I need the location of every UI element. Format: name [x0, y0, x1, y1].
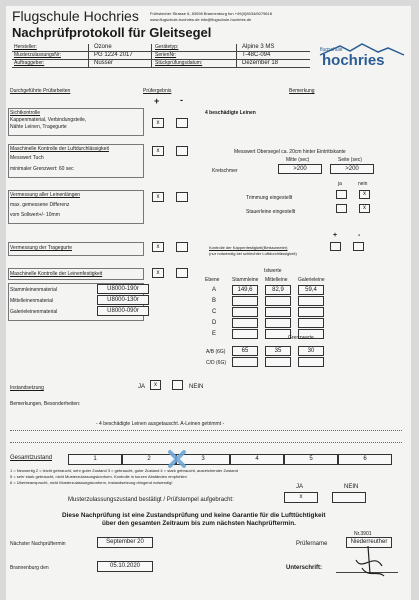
luft-plus-checkbox[interactable]: x [152, 146, 164, 156]
festigkeit-cell-d-stamm[interactable] [232, 318, 258, 328]
luft-mitte-value[interactable]: >200 [278, 164, 322, 174]
info-label-hersteller: Hersteller: [14, 44, 37, 50]
trage-note-2: (nur notwendig bei schlechter Luftdurchlässigkeit) [209, 251, 297, 256]
festigkeit-cell-c-stamm[interactable] [232, 307, 258, 317]
festigkeit-cell-b-stamm[interactable] [232, 296, 258, 306]
festigkeit-cell-a-mittel[interactable]: 82,9 [265, 285, 291, 295]
muster-label: Musterzulassungszustand bestätigt / Prüfstempel aufgebracht: [68, 497, 234, 503]
ebene-label: Ebene [205, 277, 220, 283]
info-value-hersteller: Ozone [94, 44, 112, 50]
luft-line-1: Messwert Tuch [10, 155, 44, 161]
festigkeit-cell-e-stamm[interactable] [232, 329, 258, 339]
contact-line-1: Frühstecher Strasse 6, 83098 Brannenburg fon +49(0)8034/6079618 [150, 11, 272, 16]
festigkeit-cell-c-mittel[interactable] [265, 307, 291, 317]
festigkeit-cell-b-mittel[interactable] [265, 296, 291, 306]
selection-cross-icon [167, 449, 187, 469]
festigkeit-plus-checkbox[interactable]: x [152, 268, 164, 278]
info-label-muster: MusterzulassungsNr: [14, 52, 61, 58]
date-value[interactable]: 05.10.2020 [97, 561, 153, 572]
trage-title: Vermessung der Tragegurte [10, 245, 72, 251]
festigkeit-cell-a-galerie[interactable]: 59,4 [298, 285, 324, 295]
leinen-line-2: vom Sollwert+/- 10mm [10, 212, 60, 218]
signature-label: Unterschrift: [286, 565, 323, 571]
gesamt-scale-4[interactable]: 4 [230, 454, 284, 465]
bemerkungen-text: - 4 beschädigte Leinen ausgetauscht. A-Leinen getrimmt - [96, 421, 225, 427]
muster-ja-checkbox[interactable]: x [284, 492, 318, 503]
ebene-row-label: D [212, 320, 217, 326]
leinen-ja-label: ja [338, 181, 342, 187]
instand-ja-checkbox[interactable]: x [150, 380, 161, 390]
festigkeit-cell-d-galerie[interactable] [298, 318, 324, 328]
trage-note-1: Kontrolle der Kappenfestigkeit(Betssometer) [209, 245, 288, 250]
luft-kretschmer-label: Kretschmer [212, 168, 238, 174]
trage-minus-checkbox[interactable] [176, 242, 188, 252]
grenz-cell-ab-stamm[interactable]: 65 [232, 346, 258, 356]
sicht-line-2: Nähte Leinen, Tragegurte [10, 124, 67, 130]
festigkeit-title: Maschinelle Kontrolle der Leinenfestigkeit [10, 271, 103, 277]
info-value-auftraggeber: Nusser [94, 60, 114, 66]
contact-line-2: www.flugschule-hochries.de info@flugschule-hochries.de [150, 17, 252, 22]
leinen-line-1: max. gemessene Differenz [10, 202, 70, 208]
muster-nein-label: NEIN [344, 484, 359, 490]
material-label-galerie: Galerieleinenmaterial [10, 309, 58, 315]
grenz-cell-cd-galerie[interactable] [298, 357, 324, 367]
leinen-nein-label: nein [358, 181, 368, 187]
sicht-line-1: Kappenmaterial, Verbindungsteile, [10, 117, 87, 123]
stauer-ja-checkbox[interactable] [336, 204, 347, 213]
stauer-nein-checkbox[interactable]: x [359, 204, 370, 213]
col-galerieleine: Galerieleine [298, 277, 325, 283]
gesamt-scale-6[interactable]: 6 [338, 454, 392, 465]
ebene-row-label: E [212, 331, 217, 337]
kappen-plus-checkbox[interactable] [330, 242, 341, 251]
sicht-minus-checkbox[interactable] [176, 118, 188, 128]
material-value-stamm[interactable]: U8000-190r [97, 284, 149, 294]
protocol-sheet [6, 6, 411, 600]
instand-label: Instandsetzung [10, 385, 44, 391]
ebene-row-label: B [212, 298, 217, 304]
col-header-ergebnis: Prüfergebnis [143, 88, 172, 94]
col-header-plus: + [154, 96, 160, 106]
trimmung-ja-checkbox[interactable] [336, 190, 347, 199]
pruefer-value[interactable]: Niederreuther [346, 537, 392, 548]
next-date-value[interactable]: September 20 [97, 537, 153, 548]
school-logo [316, 42, 408, 70]
nr-label: Nr.3901 [354, 531, 372, 537]
festigkeit-minus-checkbox[interactable] [176, 268, 188, 278]
grenz-row-label: C/D (6G) [206, 360, 226, 366]
next-date-label: Nächster Nachprüftermin [10, 541, 66, 547]
grenz-cell-cd-mittel[interactable] [265, 357, 291, 367]
material-value-mittel[interactable]: U8000-130r [97, 295, 149, 305]
trimmung-nein-checkbox[interactable]: x [359, 190, 370, 199]
sicht-note: 4 beschädigte Leinen [205, 110, 256, 116]
gesamt-scale-1[interactable]: 1 [68, 454, 122, 465]
sicht-plus-checkbox[interactable]: x [152, 118, 164, 128]
logo-small-text: flugschule [320, 47, 343, 53]
info-value-seriennr: T-48C-094 [242, 52, 271, 58]
gesamt-label: Gesamtzustand [10, 455, 53, 461]
company-name: Flugschule Hochries [12, 8, 139, 24]
festigkeit-cell-d-mittel[interactable] [265, 318, 291, 328]
kappen-plus-label: + [333, 232, 338, 239]
bemerkungen-label: Bemerkungen, Besonderheiten: [10, 401, 81, 407]
col-stammleine: Stammleine [232, 277, 259, 283]
kappen-minus-checkbox[interactable] [353, 242, 364, 251]
trage-plus-checkbox[interactable]: x [152, 242, 164, 252]
leinen-plus-checkbox[interactable]: x [152, 192, 164, 202]
leinen-stauer-label: Stauerleine eingestellt [246, 209, 296, 215]
kappen-minus-label: - [358, 232, 361, 239]
material-label-stamm: Stammleinenmaterial [10, 287, 57, 293]
gesamt-scale-5[interactable]: 5 [284, 454, 338, 465]
luft-title: Maschinelle Kontrolle der Luftdurchlässigkeit [10, 146, 109, 152]
luft-mitte-label: Mitte (sec) [286, 157, 310, 163]
leinen-minus-checkbox[interactable] [176, 192, 188, 202]
info-label-geraetetyp: Gerätetyp: [155, 44, 179, 50]
instand-ja-label: JA [138, 384, 146, 390]
disclaimer-line-2: über den gesamten Zeitraum bis zum nächsten Nachprüftermin. [102, 520, 296, 527]
luft-seite-label: Seite (sec) [338, 157, 362, 163]
info-value-geraetetyp: Alpine 3 MS [242, 44, 275, 50]
sicht-title: Sichtkontrolle [10, 110, 41, 116]
grenz-row-label: A/B (6G) [206, 349, 226, 355]
gesamt-legend-3: 6 = Überbeansprucht, nicht Musterzulassungskonform, Instandsetzung dringend notwendig! [10, 480, 173, 485]
instand-nein-checkbox[interactable] [172, 380, 183, 390]
signature-icon [348, 544, 388, 582]
muster-ja-label: JA [296, 484, 304, 490]
disclaimer-line-1: Diese Nachprüfung ist eine Zustandsprüfung und keine Garantie für die Lufttüchtigkeit [62, 512, 326, 519]
info-value-muster: PG 1224 2017 [94, 52, 133, 58]
grenzwerte-label: Grenzwerte [288, 335, 314, 341]
material-label-mittel: Mittelleinenmaterial [10, 298, 54, 304]
gesamt-legend-2: 5 = sehr stark gebraucht, nicht Musterzulassungskonform. Kontrolle in kurzen Abständen empfohlen [10, 474, 187, 479]
gesamt-scale-3[interactable]: 3 [176, 454, 230, 465]
luft-line-2: minimaler Grenzwert: 60 sec [10, 166, 74, 172]
col-header-minus: - [180, 95, 183, 105]
gesamt-scale-2[interactable]: 2 [122, 454, 176, 465]
grenz-cell-cd-stamm[interactable] [232, 357, 258, 367]
festigkeit-cell-c-galerie[interactable] [298, 307, 324, 317]
gesamt-legend-1: 1 = Neuwertig 2 = leicht gebraucht, sehr guter Zustand 3 = gebraucht, guter Zustand 4 = stark gebraucht, ausreichender Zustand [10, 468, 238, 473]
muster-nein-checkbox[interactable] [332, 492, 366, 503]
luft-note: Messwert Obersegel ca. 20cm hinter Eintrittskante [234, 149, 346, 155]
grenz-cell-ab-galerie[interactable]: 30 [298, 346, 324, 356]
istwerte-label: Istwerte [264, 268, 282, 274]
col-header-arbeiten: Durchgeführte Prüfarbeiten [10, 88, 71, 94]
pruefer-label: Prüfername [296, 541, 328, 547]
place-label: Brannenburg den [10, 565, 49, 571]
luft-minus-checkbox[interactable] [176, 146, 188, 156]
info-label-stueck: Stückprüfungsdatum: [155, 60, 203, 66]
col-mittelleine: Mittelleine [265, 277, 288, 283]
leinen-title: Vermessung aller Leinenlängen [10, 192, 81, 198]
material-value-galerie[interactable]: U8000-090r [97, 306, 149, 316]
grenz-cell-ab-mittel[interactable]: 35 [265, 346, 291, 356]
logo-big-text: hochries [322, 52, 385, 69]
leinen-trimmung-label: Trimmung eingestellt [246, 195, 293, 201]
festigkeit-cell-b-galerie[interactable] [298, 296, 324, 306]
instand-nein-label: NEIN [189, 384, 204, 390]
col-header-bemerkung: Bemerkung [289, 88, 315, 94]
info-label-auftraggeber: Auftraggeber: [14, 60, 45, 66]
info-label-seriennr: SerienNr: [155, 52, 177, 58]
festigkeit-cell-a-stamm[interactable]: 149,6 [232, 285, 258, 295]
info-value-stueck: Dezember 18 [242, 60, 279, 66]
ebene-row-label: A [212, 287, 217, 293]
luft-seite-value[interactable]: >200 [330, 164, 374, 174]
ebene-row-label: C [212, 309, 217, 315]
page-title: Nachprüfprotokoll für Gleitsegel [12, 25, 212, 40]
